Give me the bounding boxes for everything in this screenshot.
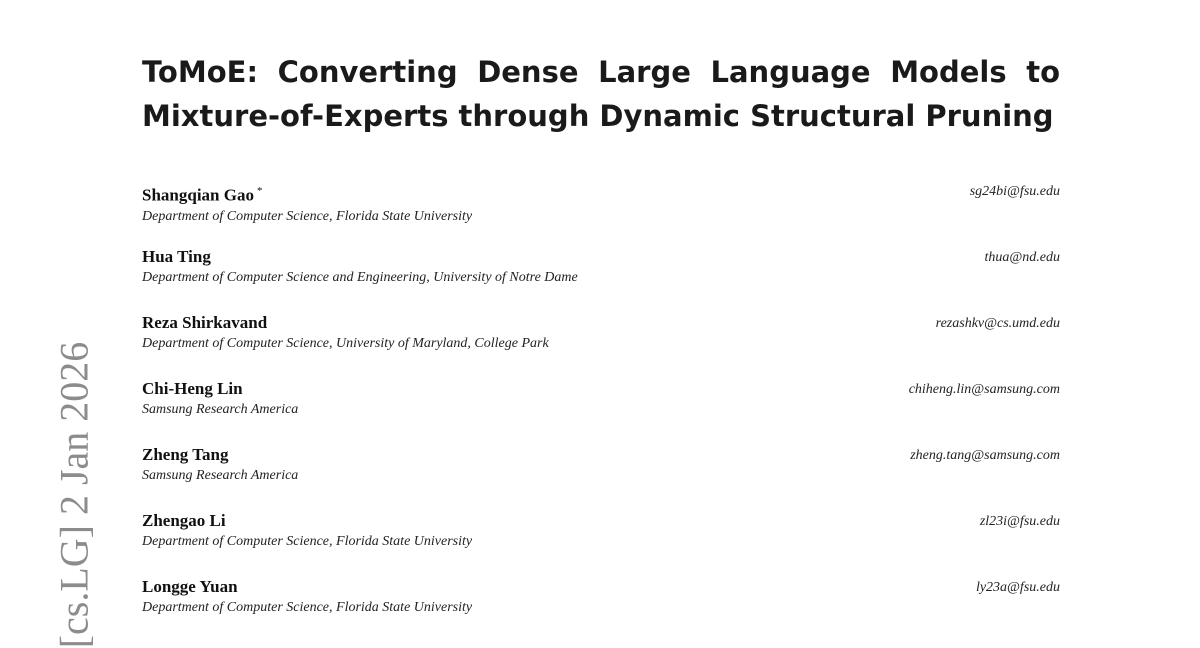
author-entry <box>142 510 1060 576</box>
author-entry <box>142 312 1060 378</box>
paper-title: ToMoE: Converting Dense Large Language Models to Mixture-of-Experts through Dynamic Structural Pruning <box>142 55 1060 133</box>
author-email: sg24bi@fsu.edu <box>969 184 1060 199</box>
author-entry <box>142 444 1060 510</box>
author-affiliation: Department of Computer Science, Florida State University <box>142 208 473 224</box>
author-affiliation: Samsung Research America <box>142 468 299 483</box>
author-entry <box>142 576 1060 642</box>
author-email: thua@nd.edu <box>984 250 1060 265</box>
author-affiliation: Department of Computer Science, Florida State University <box>142 600 473 615</box>
author-entry <box>142 246 1060 312</box>
author-email: ly23a@fsu.edu <box>975 580 1060 595</box>
author-affiliation: Samsung Research America <box>142 402 299 417</box>
author-name: Zheng Tang <box>142 445 229 464</box>
arxiv-stamp: [cs.LG] 2 Jan 2026 <box>51 341 97 648</box>
author-entry <box>142 378 1060 444</box>
author-name: Zhengao Li <box>142 511 226 530</box>
author-affiliation: Department of Computer Science and Engineering, University of Notre Dame <box>142 270 578 285</box>
author-affiliation: Department of Computer Science, University of Maryland, College Park <box>142 336 549 351</box>
author-email: zheng.tang@samsung.com <box>910 448 1060 463</box>
author-name: Hua Ting <box>142 247 211 266</box>
author-list <box>142 180 1060 642</box>
author-entry <box>142 180 1060 246</box>
author-email: zl23i@fsu.edu <box>979 514 1060 529</box>
author-footnote-mark: * <box>256 185 263 197</box>
author-email: chiheng.lin@samsung.com <box>908 382 1060 397</box>
author-name: Chi-Heng Lin <box>142 379 243 398</box>
author-affiliation: Department of Computer Science, Florida State University <box>142 534 473 549</box>
author-name: Reza Shirkavand <box>142 313 268 332</box>
author-name: Longge Yuan <box>142 577 238 596</box>
author-name: Shangqian Gao * <box>142 185 263 205</box>
author-email: rezashkv@cs.umd.edu <box>935 316 1060 331</box>
